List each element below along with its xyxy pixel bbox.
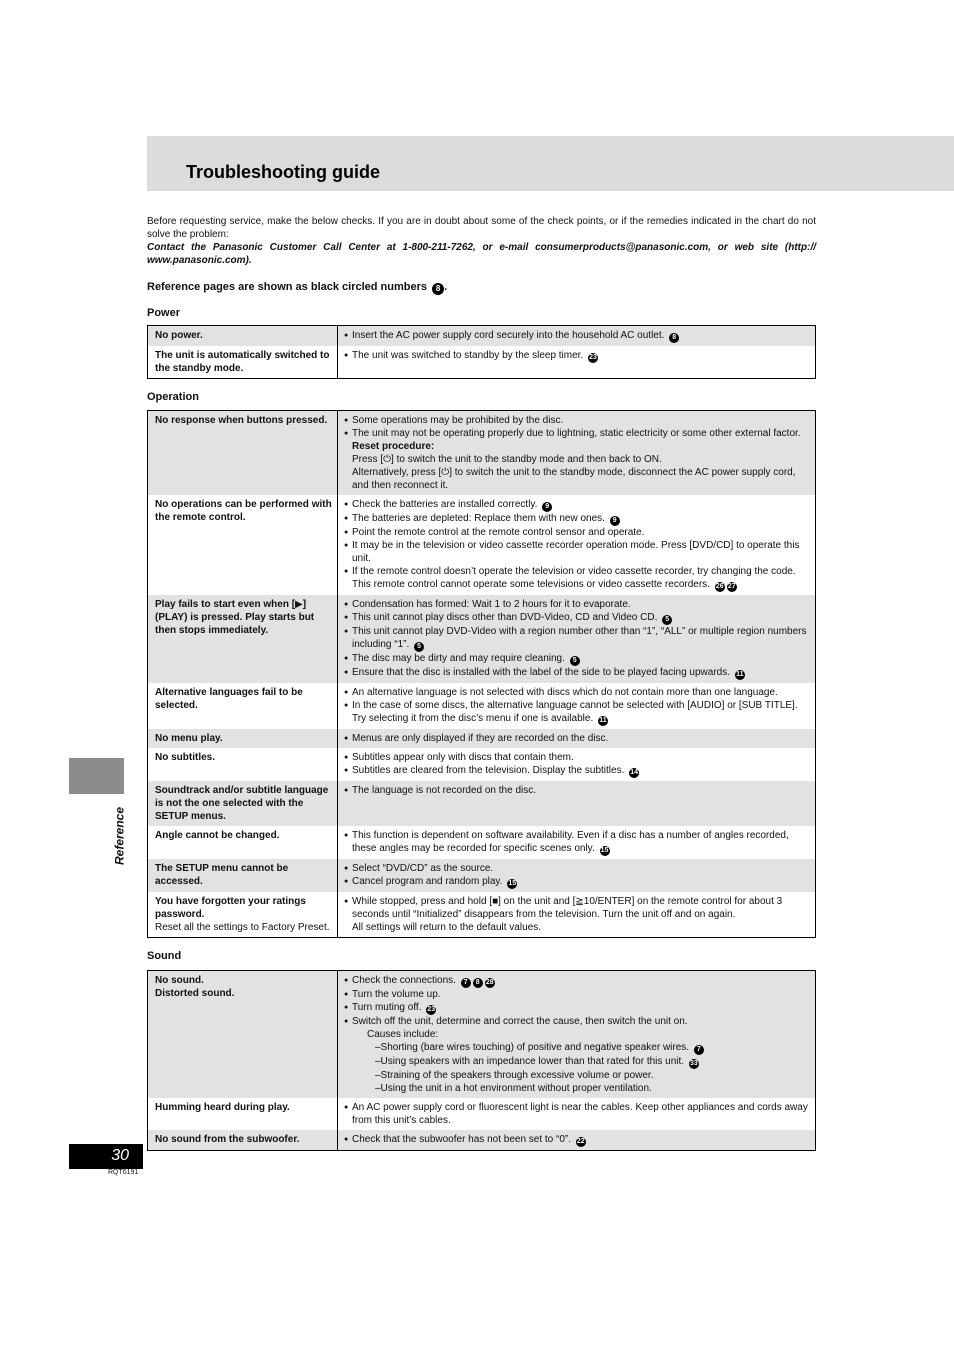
reset-procedure-heading: Reset procedure: bbox=[352, 441, 435, 452]
table-row bbox=[148, 1098, 816, 1130]
page-ref-icon: 22 bbox=[576, 1138, 585, 1145]
problem-cell: Alternative languages fail to be selected. bbox=[148, 683, 338, 729]
reference-note bbox=[147, 280, 447, 295]
intro-text: Before requesting service, make the below checks. If you are in doubt about some of the check points, or if the remedies indicated in the chart do not solve the problem: bbox=[147, 216, 816, 240]
problem-cell: No menu play. bbox=[148, 729, 338, 748]
problem-cell: Angle cannot be changed. bbox=[148, 826, 338, 859]
remedy-text: ● While stopped, press and hold [■] on the unit and [≧10/ENTER] on the remote control for about 3 seconds until “Initialized” disappears from the television. Turn the unit off and on again. bbox=[344, 895, 811, 921]
page-title: Troubleshooting guide bbox=[186, 162, 380, 182]
page-ref-icon: 23 bbox=[589, 354, 597, 361]
page-ref-icon: 11 bbox=[599, 717, 607, 724]
remedy-text: ● Subtitles appear only with discs that contain them. bbox=[344, 751, 811, 764]
table-row bbox=[148, 781, 816, 826]
table-row bbox=[148, 326, 816, 347]
page-ref-icon: 8 bbox=[473, 978, 483, 988]
problem-cell: Humming heard during play. bbox=[148, 1098, 338, 1130]
section-tab-label: Reference bbox=[112, 806, 127, 866]
problem-cell bbox=[148, 892, 338, 938]
page-ref-icon: 15 bbox=[600, 847, 609, 854]
reference-example-icon: 8 bbox=[432, 283, 444, 295]
remedy-text: ● Turn the volume up. bbox=[344, 988, 811, 1001]
intro bbox=[147, 215, 816, 267]
remedy-text: The batteries are depleted: Replace them with new ones. bbox=[352, 513, 605, 524]
remedy-cell bbox=[338, 826, 816, 859]
table-row bbox=[148, 729, 816, 748]
page-ref-icon: 14 bbox=[630, 769, 639, 776]
remedy-text: ● The unit may not be operating properly due to lightning, static electricity or some other external factor. bbox=[344, 427, 811, 440]
table-row bbox=[148, 346, 816, 379]
remedy-cell bbox=[338, 595, 816, 683]
sound-table bbox=[147, 970, 816, 1151]
page-ref-icon: 9 bbox=[610, 516, 620, 526]
page-ref-icon: 8 bbox=[669, 333, 679, 343]
remedy-text: Ensure that the disc is installed with the label of the side to be played facing upwards. bbox=[352, 667, 731, 678]
reset-step: Press [⏻] to switch the unit to the standby mode and then back to ON. bbox=[352, 454, 662, 465]
problem-text: Distorted sound. bbox=[155, 988, 235, 999]
page-ref-icon: 5 bbox=[414, 642, 424, 652]
table-row bbox=[148, 1130, 816, 1151]
problem-text: You have forgotten your ratings password. bbox=[155, 896, 306, 920]
remedy-note: All settings will return to the default values. bbox=[352, 922, 541, 933]
problem-cell: Soundtrack and/or subtitle language is not the one selected with the SETUP menus. bbox=[148, 781, 338, 826]
remedy-text: ● Condensation has formed: Wait 1 to 2 hours for it to evaporate. bbox=[344, 598, 811, 611]
table-row bbox=[148, 683, 816, 729]
remedy-text: In the case of some discs, the alternative language cannot be selected with [AUDIO] or [SUB TITLE]. Try selecting it from the disc’s menu if one is available. bbox=[352, 700, 798, 724]
page-ref-icon: 9 bbox=[542, 502, 552, 512]
remedy-text: The disc may be dirty and may require cleaning. bbox=[352, 653, 565, 664]
problem-cell: No response when buttons pressed. bbox=[148, 411, 338, 496]
causes-heading: Causes include: bbox=[367, 1029, 439, 1040]
remedy-text: Check that the subwoofer has not been set to “0”. bbox=[352, 1134, 572, 1145]
problem-text: No sound. bbox=[155, 975, 204, 986]
remedy-text: Turn muting off. bbox=[352, 1002, 422, 1013]
remedy-text: Check the connections. bbox=[352, 975, 456, 986]
remedy-cell bbox=[338, 748, 816, 781]
table-row bbox=[148, 859, 816, 892]
remedy-cell bbox=[338, 892, 816, 938]
remedy-text: The unit was switched to standby by the sleep timer. bbox=[352, 350, 584, 361]
remedy-cell bbox=[338, 1098, 816, 1130]
remedy-text: ● Switch off the unit, determine and correct the cause, then switch the unit on. bbox=[344, 1015, 811, 1028]
remedy-text: ● It may be in the television or video cassette recorder operation mode. Press [DVD/CD] to operate this unit. bbox=[344, 539, 811, 565]
page-ref-icon: 23 bbox=[427, 1006, 436, 1013]
cause-text: –Using the unit in a hot environment without proper ventilation. bbox=[375, 1083, 652, 1094]
operation-table bbox=[147, 410, 816, 938]
table-row bbox=[148, 971, 816, 1099]
reset-step: Alternatively, press [⏻] to switch the unit to the standby mode, disconnect the AC power supply cord, and then reconnect it. bbox=[352, 467, 796, 491]
section-heading-operation: Operation bbox=[147, 391, 199, 403]
page-ref-icon: 27 bbox=[727, 583, 736, 590]
page-ref-icon: 7 bbox=[694, 1045, 704, 1055]
page-ref-icon: 15 bbox=[508, 880, 517, 887]
contact-info: Contact the Panasonic Customer Call Center at 1-800-211-7262, or e-mail consumerproducts@panasonic.com, or web site (http:// www.panasonic.com). bbox=[147, 242, 816, 266]
remedy-text: ● Point the remote control at the remote control sensor and operate. bbox=[344, 526, 811, 539]
page-ref-icon: 28 bbox=[485, 979, 494, 986]
page-number-box bbox=[69, 1144, 143, 1169]
page-ref-icon: 26 bbox=[715, 583, 724, 590]
remedy-text: Insert the AC power supply cord securely into the household AC outlet. bbox=[352, 330, 665, 341]
section-heading-sound: Sound bbox=[147, 950, 182, 962]
remedy-text: This unit cannot play DVD-Video with a region number other than “1”, “ALL” or multiple region numbers including “1”. bbox=[352, 626, 807, 650]
remedy-cell bbox=[338, 683, 816, 729]
problem-cell: The SETUP menu cannot be accessed. bbox=[148, 859, 338, 892]
problem-cell bbox=[148, 971, 338, 1099]
remedy-text: ● Menus are only displayed if they are recorded on the disc. bbox=[344, 732, 811, 745]
remedy-cell bbox=[338, 859, 816, 892]
table-row bbox=[148, 595, 816, 683]
remedy-text: ● Some operations may be prohibited by the disc. bbox=[344, 414, 811, 427]
table-row bbox=[148, 495, 816, 595]
page-ref-icon: 5 bbox=[570, 656, 580, 666]
remedy-text: This function is dependent on software availability. Even if a disc has a number of angles recorded, these angles may be recorded for specific scenes only. bbox=[352, 830, 789, 854]
page-number: 30 bbox=[111, 1147, 129, 1164]
page-ref-icon: 33 bbox=[689, 1060, 698, 1067]
remedy-cell bbox=[338, 971, 816, 1099]
remedy-text: ● An AC power supply cord or fluorescent light is near the cables. Keep other appliances and cords away from this unit’s cables. bbox=[344, 1101, 811, 1127]
remedy-text: This unit cannot play discs other than DVD-Video, CD and Video CD. bbox=[352, 612, 658, 623]
remedy-text: ● An alternative language is not selected with discs which do not contain more than one language. bbox=[344, 686, 811, 699]
remedy-cell bbox=[338, 729, 816, 748]
remedy-text: Check the batteries are installed correctly. bbox=[352, 499, 538, 510]
page-ref-icon: 11 bbox=[736, 671, 744, 678]
problem-subtext: Reset all the settings to Factory Preset. bbox=[155, 922, 330, 933]
table-row bbox=[148, 748, 816, 781]
remedy-cell bbox=[338, 1130, 816, 1151]
problem-cell: Play fails to start even when [▶] (PLAY) is pressed. Play starts but then stops immediately. bbox=[148, 595, 338, 683]
cause-text: –Shorting (bare wires touching) of positive and negative speaker wires. bbox=[375, 1042, 690, 1053]
title-band bbox=[147, 136, 954, 191]
page-ref-icon: 5 bbox=[662, 615, 672, 625]
reference-note-text: Reference pages are shown as black circled numbers bbox=[147, 281, 428, 293]
remedy-text: Subtitles are cleared from the television. Display the subtitles. bbox=[352, 765, 625, 776]
remedy-cell bbox=[338, 411, 816, 496]
remedy-text: Cancel program and random play. bbox=[352, 876, 503, 887]
problem-cell: The unit is automatically switched to the standby mode. bbox=[148, 346, 338, 379]
remedy-cell bbox=[338, 346, 816, 379]
problem-cell: No operations can be performed with the remote control. bbox=[148, 495, 338, 595]
table-row bbox=[148, 411, 816, 496]
problem-cell: No sound from the subwoofer. bbox=[148, 1130, 338, 1151]
problem-cell: No power. bbox=[148, 326, 338, 347]
cause-text: –Straining of the speakers through excessive volume or power. bbox=[375, 1070, 654, 1081]
remedy-text: ● Select “DVD/CD” as the source. bbox=[344, 862, 811, 875]
problem-cell: No subtitles. bbox=[148, 748, 338, 781]
power-table bbox=[147, 325, 816, 379]
page-ref-icon: 7 bbox=[461, 978, 471, 988]
remedy-cell bbox=[338, 326, 816, 347]
table-row bbox=[148, 826, 816, 859]
reference-note-end: . bbox=[444, 281, 448, 293]
remedy-cell bbox=[338, 781, 816, 826]
model-code: RQT6191 bbox=[108, 1169, 139, 1176]
section-heading-power: Power bbox=[147, 307, 181, 319]
remedy-text: If the remote control doesn’t operate the television or video cassette recorder, try changing the code. This remote control cannot operate some televisions or video cassette recorders. bbox=[352, 566, 796, 590]
table-row bbox=[148, 892, 816, 938]
section-tab-marker bbox=[69, 758, 124, 794]
remedy-text: ● The language is not recorded on the disc. bbox=[344, 784, 811, 797]
remedy-cell bbox=[338, 495, 816, 595]
cause-text: –Using speakers with an impedance lower than that rated for this unit. bbox=[375, 1056, 685, 1067]
